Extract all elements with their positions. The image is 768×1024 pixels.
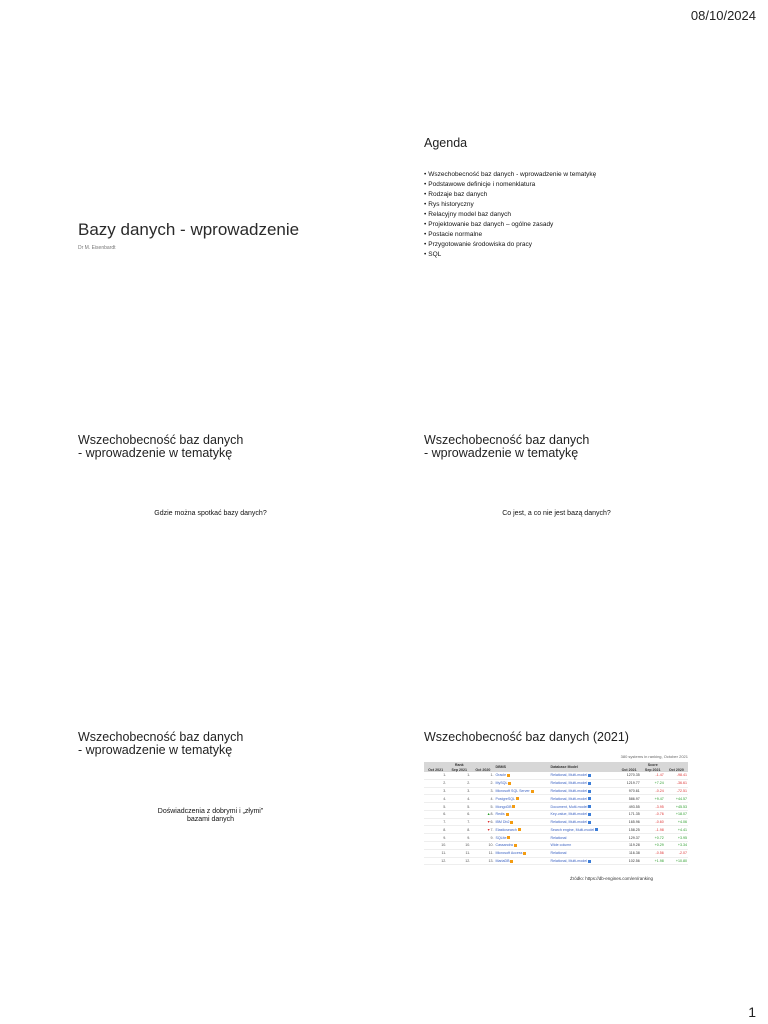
info-badge-icon[interactable] (531, 790, 534, 793)
table-cell-dbms[interactable] (494, 810, 549, 818)
slide-5-title-line1: Wszechobecność baz danych (78, 730, 244, 744)
dbms-header: DBMS (494, 762, 549, 772)
table-cell-dbms[interactable] (494, 857, 549, 865)
table-cell-r2: 7. (447, 818, 471, 826)
page-number: 1 (748, 1004, 756, 1020)
table-row (424, 842, 688, 850)
table-cell-r1: 11. (424, 849, 447, 857)
database-model[interactable]: Relational, Multi-model (550, 788, 588, 793)
table-cell-d1: -0.56 (641, 849, 665, 857)
table-row (424, 772, 688, 779)
table-cell-d2: +10.80 (665, 857, 688, 865)
table-cell-score: 129.37 (617, 834, 640, 842)
dbms-name[interactable]: Microsoft Access (495, 851, 523, 856)
table-cell-r3: 10. (471, 842, 494, 850)
table-cell-d1: -0.76 (641, 810, 665, 818)
table-cell-d1: +7.24 (641, 779, 665, 787)
table-cell-r1: 1. (424, 772, 447, 779)
table-cell-r3: 3. (471, 787, 494, 795)
table-cell-r1: 10. (424, 842, 447, 850)
table-cell-d2: +18.07 (665, 810, 688, 818)
agenda-item: • Relacyjny model baz danych (424, 210, 764, 220)
score-header: Score (617, 762, 688, 767)
table-cell-r3: 11. (471, 849, 494, 857)
table-cell-r1: 7. (424, 818, 447, 826)
table-cell-model[interactable] (549, 803, 617, 811)
multi-model-info-icon[interactable] (588, 774, 591, 777)
database-model[interactable]: Relational, Multi-model (550, 781, 588, 786)
header-date: 08/10/2024 (690, 8, 756, 23)
table-cell-r1: 5. (424, 803, 447, 811)
dbms-name[interactable]: Oracle (495, 773, 507, 778)
multi-model-info-icon[interactable] (588, 782, 591, 785)
slide-3 (78, 434, 418, 674)
model-header: Database Model (549, 762, 617, 772)
table-row (424, 818, 688, 826)
dbms-name[interactable]: Microsoft SQL Server (495, 788, 530, 793)
ranking-table-wrapper (424, 754, 688, 865)
dbms-name[interactable]: Redis (495, 812, 505, 817)
table-cell-dbms[interactable] (494, 818, 549, 826)
table-cell-r2: 10. (447, 842, 471, 850)
rank-oct2020-header: Oct 2020 (471, 767, 494, 772)
rank-value: 7. (490, 827, 494, 832)
multi-model-info-icon[interactable] (588, 813, 591, 816)
table-cell-d2: +44.57 (665, 795, 688, 803)
table-cell-r1: 8. (424, 826, 447, 834)
table-cell-r1: 3. (424, 787, 447, 795)
table-cell-score: 165.96 (617, 818, 640, 826)
table-cell-r1: 2. (424, 779, 447, 787)
table-cell-r2: 4. (447, 795, 471, 803)
ranking-table (424, 762, 688, 865)
database-model[interactable]: Search engine, Multi-model (550, 827, 595, 832)
score-oct2021-header: Oct 2021 (617, 767, 640, 772)
table-cell-score: 1219.77 (617, 779, 640, 787)
info-badge-icon[interactable] (512, 805, 515, 808)
multi-model-info-icon[interactable] (588, 805, 591, 808)
table-cell-d1: -3.95 (641, 803, 665, 811)
slide-1-author: Dr M. Eisenbardt (78, 245, 116, 251)
table-cell-r3: 5. (471, 803, 494, 811)
table-cell-score: 970.61 (617, 787, 640, 795)
table-row (424, 810, 688, 818)
table-cell-d2: -72.51 (665, 787, 688, 795)
database-model[interactable]: Relational, Multi-model (550, 773, 588, 778)
table-cell-score: 102.56 (617, 857, 640, 865)
table-cell-dbms[interactable] (494, 849, 549, 857)
dbms-name[interactable]: SQLite (495, 835, 507, 840)
slide-2-title: Agenda (424, 136, 468, 150)
table-cell-d2: -36.61 (665, 779, 688, 787)
slide-5-text-line1: Doświadczenia z dobrymi i „złymi” (157, 808, 264, 815)
score-oct2020-header: Oct 2020 (665, 767, 688, 772)
table-cell-d2: -98.41 (665, 772, 688, 779)
info-badge-icon[interactable] (508, 782, 511, 785)
info-badge-icon[interactable] (506, 813, 509, 816)
table-cell-r3: 1. (471, 772, 494, 779)
info-badge-icon[interactable] (523, 852, 526, 855)
table-cell-r2: 2. (447, 779, 471, 787)
table-cell-model[interactable] (549, 795, 617, 803)
multi-model-info-icon[interactable] (588, 860, 591, 863)
table-cell-r2: 3. (447, 787, 471, 795)
table-row (424, 779, 688, 787)
arrow-down-icon: ▼ (486, 820, 491, 825)
table-cell-d1: +0.72 (641, 834, 665, 842)
table-cell-dbms[interactable] (494, 803, 549, 811)
table-cell-score: 119.28 (617, 842, 640, 850)
info-badge-icon[interactable] (510, 860, 513, 863)
table-cell-d1: -1.47 (641, 772, 665, 779)
table-row (424, 849, 688, 857)
info-badge-icon[interactable] (518, 828, 521, 831)
agenda-list (424, 170, 764, 260)
table-cell-r2: 8. (447, 826, 471, 834)
table-cell-d2: +3.95 (665, 834, 688, 842)
agenda-item: • Rodzaje baz danych (424, 190, 764, 200)
table-cell-r2: 9. (447, 834, 471, 842)
info-badge-icon[interactable] (507, 836, 510, 839)
table-cell-model[interactable] (549, 779, 617, 787)
dbms-name[interactable]: MariaDB (495, 858, 510, 863)
table-cell-d2: -2.07 (665, 849, 688, 857)
slide-1-title: Bazy danych - wprowadzenie (78, 220, 300, 239)
arrow-down-icon: ▼ (486, 827, 491, 832)
multi-model-info-icon[interactable] (588, 790, 591, 793)
rank-value: 6. (490, 820, 494, 825)
slide-4-title-line1: Wszechobecność baz danych (424, 433, 590, 447)
table-cell-r2: 11. (447, 849, 471, 857)
dbms-name[interactable]: IBM Db2 (495, 820, 510, 825)
agenda-item: • Podstawowe definicje i nomenklatura (424, 180, 764, 190)
table-cell-dbms[interactable] (494, 795, 549, 803)
dbms-name[interactable]: MongoDB (495, 804, 512, 809)
slide-3-title-line1: Wszechobecność baz danych (78, 433, 244, 447)
table-cell-r3: 2. (471, 779, 494, 787)
ranking-caption: 380 systems in ranking, October 2021 (620, 754, 688, 759)
multi-model-info-icon[interactable] (588, 797, 591, 800)
database-model[interactable]: Wide column (550, 843, 572, 848)
rank-header: Rank (424, 762, 494, 767)
slide-1 (78, 222, 418, 462)
table-cell-r1: 9. (424, 834, 447, 842)
table-cell-dbms[interactable] (494, 842, 549, 850)
table-cell-score: 1270.35 (617, 772, 640, 779)
database-model[interactable]: Relational, Multi-model (550, 858, 588, 863)
dbms-name[interactable]: Elasticsearch (495, 827, 517, 832)
agenda-item: • Wszechobecność baz danych - wprowadzenie w tematykę (424, 170, 764, 180)
rank-oct2021-header: Oct 2021 (424, 767, 447, 772)
table-cell-r2: 1. (447, 772, 471, 779)
table-row (424, 803, 688, 811)
slide-5-text (78, 808, 343, 824)
info-badge-icon[interactable] (510, 821, 513, 824)
database-model[interactable]: Relational, Multi-model (550, 820, 588, 825)
table-cell-d2: +4.06 (665, 818, 688, 826)
table-cell-r1: 6. (424, 810, 447, 818)
table-cell-model[interactable] (549, 842, 617, 850)
info-badge-icon[interactable] (516, 797, 519, 800)
database-model[interactable]: Relational, Multi-model (550, 796, 588, 801)
table-cell-r3 (471, 818, 494, 826)
table-cell-r2: 5. (447, 803, 471, 811)
table-row (424, 826, 688, 834)
slide-5-text-line2: bazami danych (186, 816, 235, 823)
slide-5 (78, 731, 418, 971)
dbms-name[interactable]: Cassandra (495, 843, 513, 848)
slide-2 (424, 137, 764, 377)
table-cell-model[interactable] (549, 826, 617, 834)
table-cell-d1: -1.98 (641, 826, 665, 834)
table-cell-r3 (471, 826, 494, 834)
table-cell-score: 586.97 (617, 795, 640, 803)
table-cell-model[interactable] (549, 857, 617, 865)
database-model[interactable]: Key-value, Multi-model (550, 812, 588, 817)
table-cell-dbms[interactable] (494, 772, 549, 779)
rank-value: 8. (490, 812, 494, 817)
table-cell-d1: +0.29 (641, 842, 665, 850)
arrow-up-icon: ▲ (486, 812, 491, 817)
info-badge-icon[interactable] (514, 844, 517, 847)
table-cell-model[interactable] (549, 818, 617, 826)
table-cell-r3: 9. (471, 834, 494, 842)
source-note: Źródło: https://db-engines.com/en/ranking (570, 876, 654, 881)
table-cell-score: 116.38 (617, 849, 640, 857)
slide-4-text: Co jest, a co nie jest bazą danych? (502, 510, 611, 517)
table-cell-d1: +1.98 (641, 857, 665, 865)
database-model[interactable]: Document, Multi-model (550, 804, 588, 809)
table-cell-dbms[interactable] (494, 787, 549, 795)
slide-4-title-line2: - wprowadzenie w tematykę (424, 446, 579, 460)
agenda-item: • SQL (424, 250, 764, 260)
score-sep2021-header: Sep 2021 (641, 767, 665, 772)
slide-6-title: Wszechobecność baz danych (2021) (424, 730, 629, 744)
table-cell-dbms[interactable] (494, 826, 549, 834)
database-model[interactable]: Relational (550, 851, 567, 856)
table-cell-r3 (471, 810, 494, 818)
table-cell-dbms[interactable] (494, 834, 549, 842)
rank-sep2021-header: Sep 2021 (447, 767, 471, 772)
multi-model-info-icon[interactable] (595, 828, 598, 831)
multi-model-info-icon[interactable] (588, 821, 591, 824)
table-cell-r2: 12. (447, 857, 471, 865)
table-cell-d1: -0.60 (641, 818, 665, 826)
dbms-name[interactable]: PostgreSQL (495, 796, 516, 801)
info-badge-icon[interactable] (507, 774, 510, 777)
table-row (424, 795, 688, 803)
table-cell-d2: +4.41 (665, 826, 688, 834)
table-cell-model[interactable] (549, 772, 617, 779)
table-cell-d2: +3.34 (665, 842, 688, 850)
slide-4 (424, 434, 764, 674)
table-cell-r3: 13. (471, 857, 494, 865)
table-cell-model[interactable] (549, 834, 617, 842)
slide-3-text: Gdzie można spotkać bazy danych? (154, 510, 267, 517)
agenda-item: • Postacie normalne (424, 230, 764, 240)
slide-3-title-line2: - wprowadzenie w tematykę (78, 446, 233, 460)
ranking-table-body (424, 772, 688, 865)
table-cell-r2: 6. (447, 810, 471, 818)
table-cell-score: 493.55 (617, 803, 640, 811)
table-row (424, 857, 688, 865)
table-cell-r1: 4. (424, 795, 447, 803)
table-row (424, 834, 688, 842)
table-cell-d2: +45.53 (665, 803, 688, 811)
table-cell-score: 158.25 (617, 826, 640, 834)
table-cell-score: 171.35 (617, 810, 640, 818)
database-model[interactable]: Relational (550, 835, 567, 840)
agenda-item: • Projektowanie baz danych – ogólne zasady (424, 220, 764, 230)
table-cell-d1: +9.47 (641, 795, 665, 803)
table-cell-r1: 12. (424, 857, 447, 865)
agenda-item: • Rys historyczny (424, 200, 764, 210)
table-row (424, 787, 688, 795)
table-cell-model[interactable] (549, 787, 617, 795)
slide-5-title-line2: - wprowadzenie w tematykę (78, 743, 233, 757)
table-cell-dbms[interactable] (494, 779, 549, 787)
table-cell-d1: -0.24 (641, 787, 665, 795)
table-cell-model[interactable] (549, 810, 617, 818)
dbms-name[interactable]: MySQL (495, 781, 508, 786)
table-cell-r3: 4. (471, 795, 494, 803)
agenda-item: • Przygotowanie środowiska do pracy (424, 240, 764, 250)
table-cell-model[interactable] (549, 849, 617, 857)
